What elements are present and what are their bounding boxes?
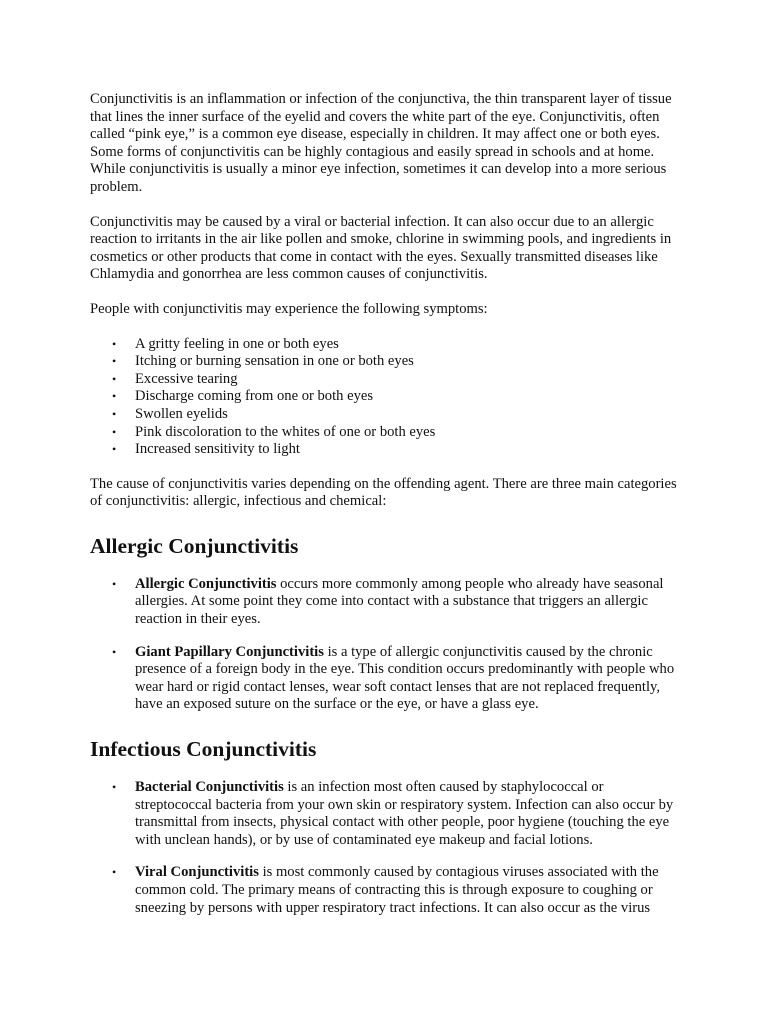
list-item	[90, 336, 682, 354]
bullet-icon: •	[112, 644, 117, 659]
list-item-term: Viral Conjunctivitis	[135, 864, 259, 881]
list-item	[90, 406, 682, 424]
list-item-text: Itching or burning sensation in one or both eyes	[135, 353, 414, 370]
list-item-text: Swollen eyelids	[135, 405, 228, 422]
list-item-text: Discharge coming from one or both eyes	[135, 388, 374, 405]
bullet-icon: •	[112, 576, 117, 591]
bullet-icon: •	[112, 371, 117, 386]
symptoms-list	[90, 336, 682, 459]
document-body	[90, 91, 682, 932]
list-item-text: Increased sensitivity to light	[135, 441, 300, 458]
list-item-term: Bacterial Conjunctivitis	[135, 779, 284, 796]
infectious-list	[90, 779, 682, 917]
bullet-icon: •	[112, 354, 117, 369]
list-item-text: is an infection most often caused by staphylococcal or streptococcal bacteria from your own skin or respiratory system. Infection can also occur by transmittal from insects, physical contact with other people, poor hygiene (touching the eye with unclean hands), or by use of contaminated eye makeup and facial lotions.	[135, 779, 674, 848]
list-item-text: is most commonly caused by contagious viruses associated with the common cold. The primary means of contracting this is through exposure to coughing or sneezing by persons with upper respiratory tract infections. It can also occur as the virus	[135, 864, 659, 916]
list-item	[90, 353, 682, 371]
intro-paragraph-1: Conjunctivitis is an inflammation or infection of the conjunctiva, the thin transparent layer of tissue that lines the inner surface of the eyelid and covers the white part of the eye. Conjunctivitis, often called “pink eye,” is a common eye disease, especially in children. It may affect one or both eyes. Some forms of conjunctivitis can be highly contagious and easily spread in schools and at home. While conjunctivitis is usually a minor eye infection, sometimes it can develop into a more serious problem.	[90, 91, 672, 195]
list-item-term: Giant Papillary Conjunctivitis	[135, 643, 324, 660]
intro-paragraph-2: Conjunctivitis may be caused by a viral or bacterial infection. It can also occur due to an allergic reaction to irritants in the air like pollen and smoke, chlorine in swimming pools, and ingredients in cosmetics or other products that come in contact with the eyes. Sexually transmitted diseases like Chlamydia and gonorrhea are less common causes of conjunctivitis.	[90, 213, 672, 283]
list-item	[90, 441, 682, 459]
symptoms-intro: People with conjunctivitis may experience the following symptoms:	[90, 300, 488, 317]
causes-intro: The cause of conjunctivitis varies depending on the offending agent. There are three main categories of conjunctivitis: allergic, infectious and chemical:	[90, 475, 677, 510]
bullet-icon: •	[112, 865, 117, 880]
list-item-term: Allergic Conjunctivitis	[135, 575, 277, 592]
bullet-icon: •	[112, 406, 117, 421]
list-item	[90, 779, 682, 849]
list-item	[90, 864, 682, 917]
list-item	[90, 644, 682, 714]
list-item	[90, 388, 682, 406]
bullet-icon: •	[112, 336, 117, 351]
allergic-list	[90, 576, 682, 714]
list-item-text: is a type of allergic conjunctivitis caused by the chronic presence of a foreign body in the eye. This condition occurs predominantly with people who wear hard or rigid contact lenses, wear soft contact lenses that are not replaced frequently, have an exposed suture on the surface or the eye, or have a glass eye.	[135, 643, 675, 713]
list-item	[90, 371, 682, 389]
list-item-text: occurs more commonly among people who already have seasonal allergies. At some point they come into contact with a substance that triggers an allergic reaction in their eyes.	[135, 575, 664, 628]
bullet-icon: •	[112, 389, 117, 404]
list-item	[90, 576, 682, 629]
bullet-icon: •	[112, 424, 117, 439]
list-item-text: A gritty feeling in one or both eyes	[135, 335, 339, 352]
list-item-text: Pink discoloration to the whites of one or both eyes	[135, 423, 436, 440]
list-item	[90, 424, 682, 442]
infectious-heading: Infectious Conjunctivitis	[90, 737, 317, 762]
allergic-heading: Allergic Conjunctivitis	[90, 533, 299, 558]
list-item-text: Excessive tearing	[135, 370, 238, 387]
bullet-icon: •	[112, 780, 117, 795]
bullet-icon: •	[112, 442, 117, 457]
